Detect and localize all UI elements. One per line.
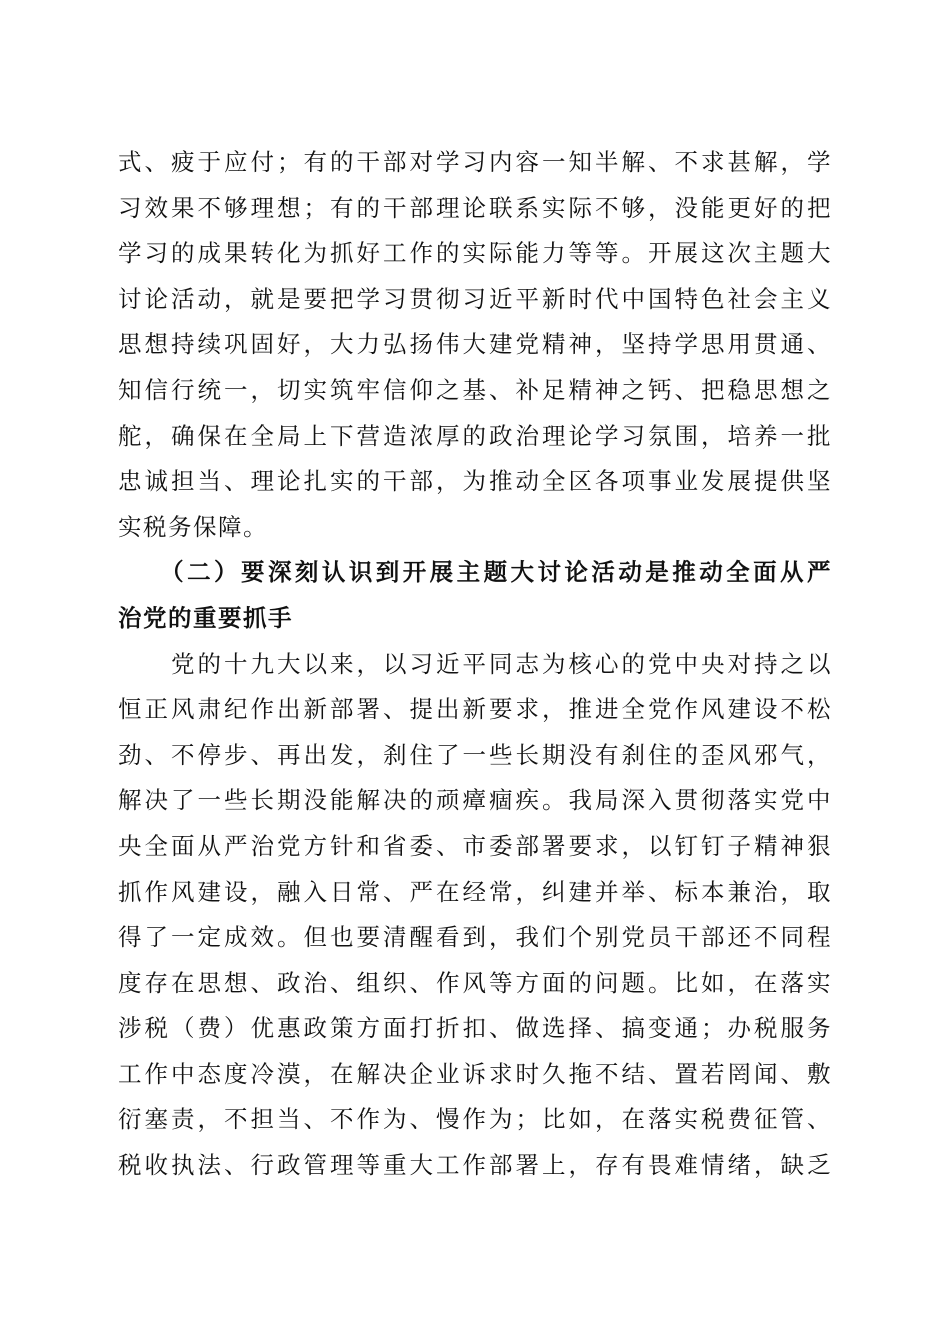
text-line: 忠诚担当、理论扎实的干部，为推动全区各项事业发展提供坚 <box>118 467 832 496</box>
text-line: 衍塞责，不担当、不作为、慢作为；比如，在落实税费征管、 <box>118 1105 832 1134</box>
text-line: 恒正风肃纪作出新部署、提出新要求，推进全党作风建设不松 <box>118 695 832 724</box>
section-heading-line: （二）要深刻认识到开展主题大讨论活动是推动全面从严 <box>118 558 832 587</box>
text-line: 式、疲于应付；有的干部对学习内容一知半解、不求甚解，学 <box>118 148 832 176</box>
text-line: 税收执法、行政管理等重大工作部署上，存有畏难情绪，缺乏 <box>118 1151 832 1180</box>
text-line: 劲、不停步、再出发，刹住了一些长期没有刹住的歪风邪气， <box>118 740 832 769</box>
text-line: 党的十九大以来，以习近平同志为核心的党中央对持之以 <box>118 649 832 678</box>
text-line: 度存在思想、政治、组织、作风等方面的问题。比如，在落实 <box>118 968 832 997</box>
text-line: 习效果不够理想；有的干部理论联系实际不够，没能更好的把 <box>118 193 832 222</box>
text-line: 实税务保障。 <box>118 512 268 541</box>
section-heading-line: 治党的重要抓手 <box>118 603 293 632</box>
text-line: 学习的成果转化为抓好工作的实际能力等等。开展这次主题大 <box>118 239 832 268</box>
text-line: 得了一定成效。但也要清醒看到，我们个别党员干部还不同程 <box>118 923 832 952</box>
text-line: 讨论活动，就是要把学习贯彻习近平新时代中国特色社会主义 <box>118 284 832 313</box>
text-line: 思想持续巩固好，大力弘扬伟大建党精神，坚持学思用贯通、 <box>118 330 832 359</box>
text-line: 舵，确保在全局上下营造浓厚的政治理论学习氛围，培养一批 <box>118 421 832 450</box>
text-line: 解决了一些长期没能解决的顽瘴痼疾。我局深入贯彻落实党中 <box>118 786 832 815</box>
text-line: 涉税（费）优惠政策方面打折扣、做选择、搞变通；办税服务 <box>118 1014 832 1043</box>
document-body <box>118 140 832 1189</box>
text-line: 抓作风建设，融入日常、严在经常，纠建并举、标本兼治，取 <box>118 877 832 906</box>
text-line: 央全面从严治党方针和省委、市委部署要求，以钉钉子精神狠 <box>118 831 832 860</box>
text-line: 知信行统一，切实筑牢信仰之基、补足精神之钙、把稳思想之 <box>118 375 832 404</box>
text-line: 工作中态度冷漠，在解决企业诉求时久拖不结、置若罔闻、敷 <box>118 1059 832 1088</box>
